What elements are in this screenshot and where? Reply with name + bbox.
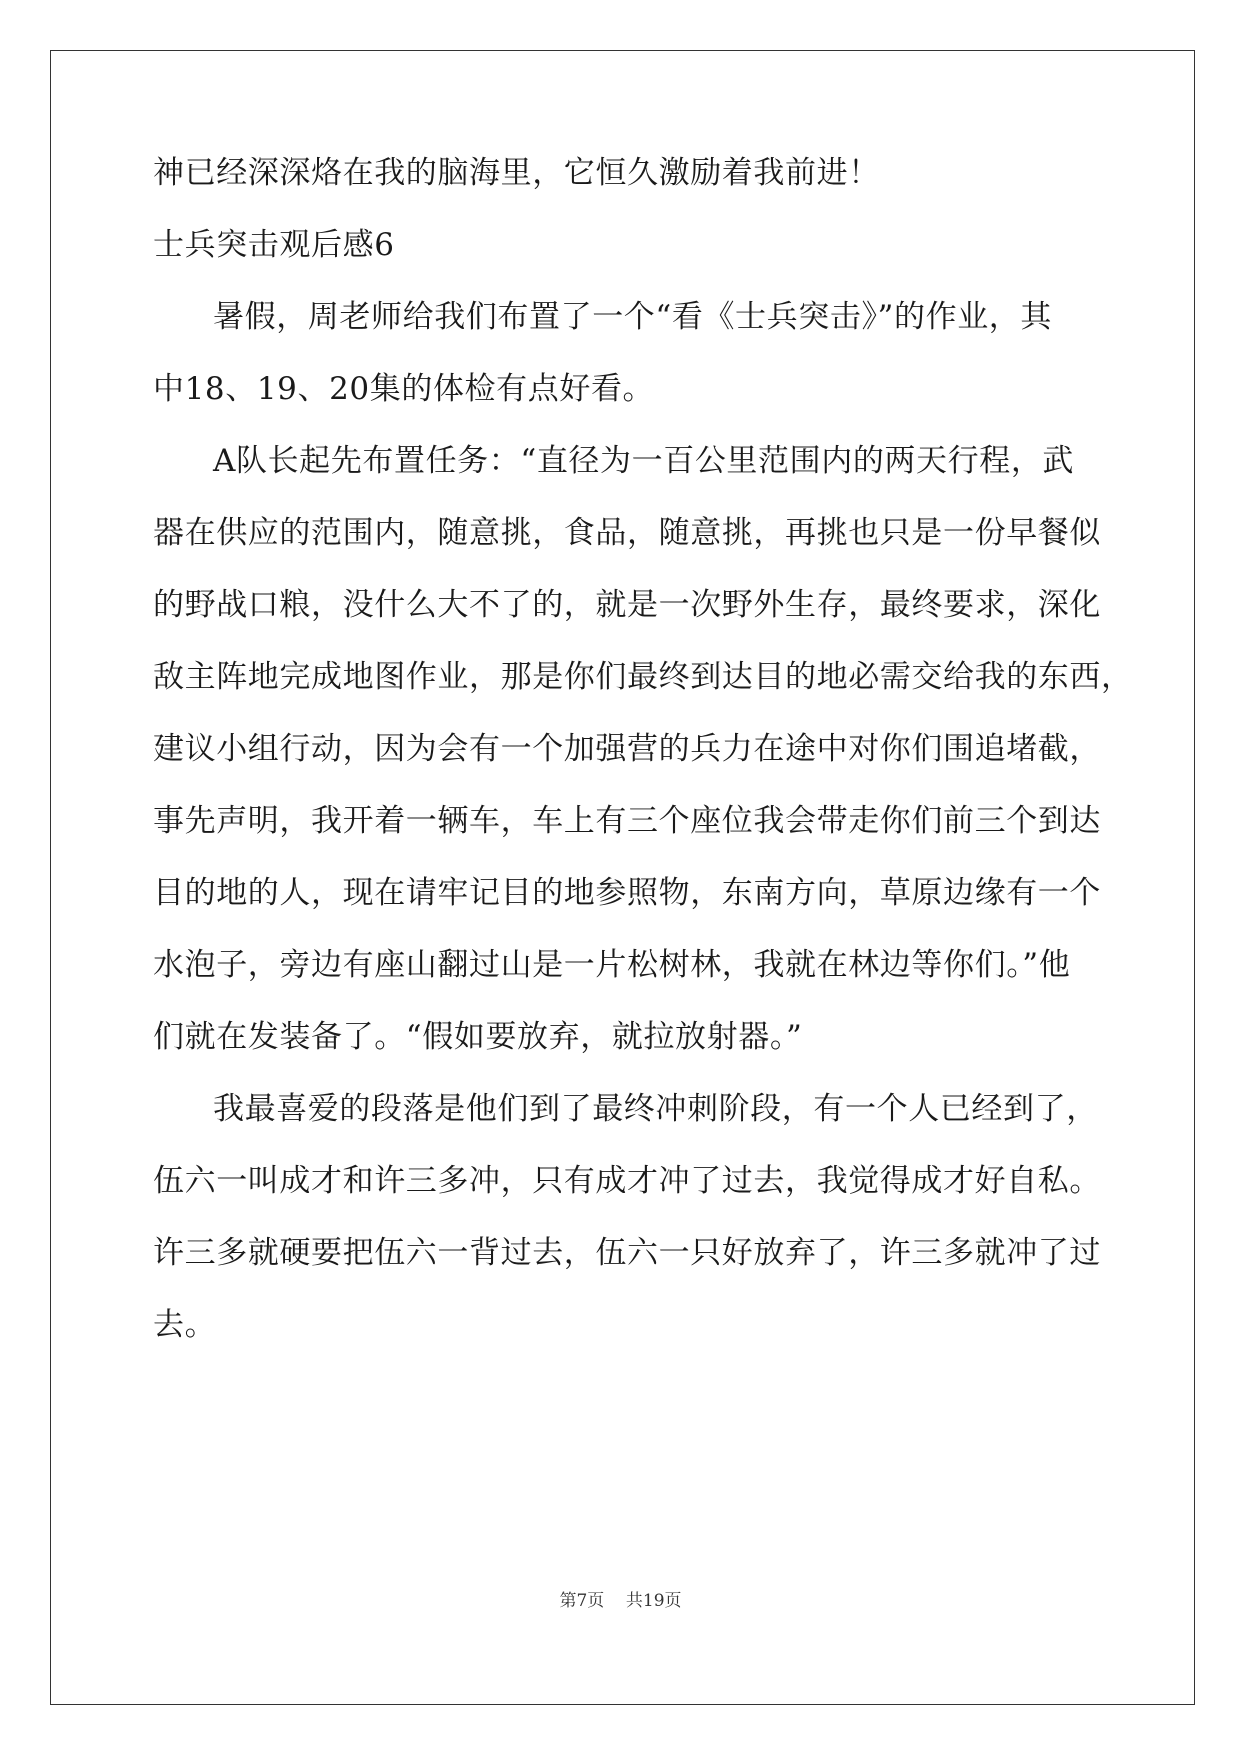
text-line: 的野战口粮，没什么大不了的，就是一次野外生存，最终要求，深化 (153, 587, 1101, 623)
page-total: 共19页 (625, 1591, 682, 1611)
text-line: 许三多就硬要把伍六一背过去，伍六一只好放弃了，许三多就冲了过 (153, 1235, 1101, 1271)
text-line: 暑假，周老师给我们布置了一个“看《士兵突击》”的作业，其 (213, 299, 1052, 335)
text-line: 器在供应的范围内，随意挑，食品，随意挑，再挑也只是一份早餐似 (153, 515, 1101, 551)
text-line: 目的地的人，现在请牢记目的地参照物，东南方向，草原边缘有一个 (153, 875, 1101, 911)
text-line: 神已经深深烙在我的脑海里，它恒久激励着我前进！ (153, 155, 880, 191)
text-line: A队长起先布置任务：“直径为一百公里范围内的两天行程，武 (213, 443, 1075, 479)
text-line: 去。 (153, 1307, 217, 1343)
section-heading: 士兵突击观后感6 (153, 227, 395, 263)
text-line: 中18、19、20集的体检有点好看。 (153, 371, 655, 407)
text-line: 伍六一叫成才和许三多冲，只有成才冲了过去，我觉得成才好自私。 (153, 1163, 1101, 1199)
page-number: 第7页 (559, 1591, 605, 1611)
text-line: 我最喜爱的段落是他们到了最终冲刺阶段，有一个人已经到了， (213, 1091, 1098, 1127)
page-footer (0, 1590, 1241, 1612)
text-line: 敌主阵地完成地图作业，那是你们最终到达目的地必需交给我的东西， (153, 659, 1133, 695)
text-line: 建议小组行动，因为会有一个加强营的兵力在途中对你们围追堵截， (153, 731, 1101, 767)
text-line: 们就在发装备了。“假如要放弃，就拉放射器。” (153, 1019, 803, 1055)
text-line: 水泡子，旁边有座山翻过山是一片松树林，我就在林边等你们。”他 (153, 947, 1071, 983)
text-line: 事先声明，我开着一辆车，车上有三个座位我会带走你们前三个到达 (153, 803, 1101, 839)
